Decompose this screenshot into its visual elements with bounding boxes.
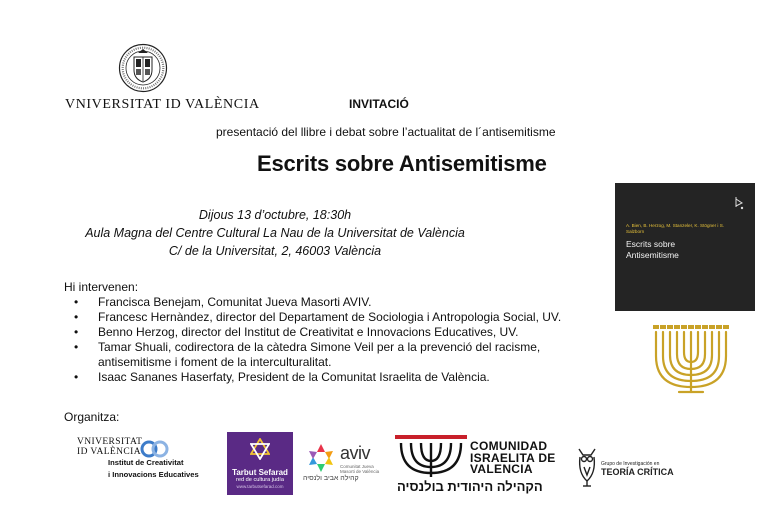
speaker-text: Tamar Shuali, codirectora de la càtedra Simone Veil per a la prevenció del racisme, [98,340,541,354]
speakers-label: Hi intervenen: [64,280,139,294]
institut-line2: i Innovacions Educatives [108,470,199,479]
event-address: C/ de la Universitat, 2, 46003 València [168,244,382,258]
comunidad-line3: VALENCIA [470,462,533,476]
university-name: VNIVERSITAT ID VALÈNCIA [65,97,260,112]
teoria-critica-subtitle: Grupo de Investigación en [601,461,660,467]
comunidad-name [470,441,556,476]
aviv-subtitle-line1: Comunitat Jueva [340,464,374,469]
aviv-subtitle [340,464,379,474]
university-seal-icon [118,43,168,93]
rings-icon [139,440,171,458]
invitation-label: INVITACIÓ [349,97,409,111]
menorah-arc-icon [395,435,467,479]
book-cover-title-line2: Antisemitisme [626,250,679,260]
institut-name [108,457,199,481]
event-subtitle: presentació del llibre i debat sobre l’actualitat de l´antisemitisme [216,125,556,139]
event-details [60,206,490,260]
event-date-time: Dijous 13 d’octubre, 18:30h [198,208,352,222]
uv-logo-top: VNIVERSITAT [77,437,143,447]
book-cover-title-line1: Escrits sobre [626,239,676,249]
aviv-logo [303,440,389,486]
speaker-text-continued: antisemitisme i foment de la interculturalitat. [98,355,332,369]
tarbut-name: Tarbut Sefarad [232,468,288,477]
speaker-item [74,340,561,370]
organizers-label: Organitza: [64,410,120,424]
event-venue: Aula Magna del Centre Cultural La Nau de la Universitat de València [85,226,465,240]
speakers-list [74,295,561,385]
teoria-critica-logo [575,443,685,491]
aviv-name: aviv [340,443,371,463]
institut-line1: Institut de Creativitat [108,458,184,467]
menorah-icon [649,322,733,400]
uv-logo-bottom: ID VALÈNCIA [77,447,141,457]
uv-logo-name [77,437,142,457]
tarbut-subtitle: red de cultura judía [236,477,284,483]
uv-institut-logo [75,437,220,487]
book-cover-image [615,183,755,311]
comunidad-line1: COMUNIDAD [470,439,548,453]
owl-icon [575,445,599,487]
comunidad-line2: ISRAELITA DE [470,450,556,465]
tarbut-url: www.tarbutsefarad.com [236,484,284,489]
publisher-logo-icon [731,195,747,211]
tarbut-sefarad-logo [227,432,293,495]
speaker-item [74,370,561,385]
aviv-star-icon [305,442,337,474]
speaker-item [74,310,561,325]
speaker-text: Francisca Benejam, Comunitat Jueva Masorti AVIV. [98,295,372,309]
speaker-text: Francesc Hernàndez, director del Departament de Sociologia i Antropologia Social, UV. [98,310,562,324]
aviv-hebrew: קהילה אביב ולנסיה [303,475,359,482]
comunidad-israelita-logo [395,435,567,496]
star-of-david-icon [250,438,270,460]
speaker-item [74,295,561,310]
comunidad-hebrew: הקהילה היהודית בולנסיה [397,479,543,494]
book-cover-title [626,239,679,261]
book-title: Escrits sobre Antisemitisme [257,151,547,176]
book-cover-authors: A. Bien, B. Herzog, M. Stanzeler, K. Stögner i S. Salzborn [626,223,725,234]
speaker-item [74,325,561,340]
aviv-subtitle-line2: Masorti de València [340,469,380,474]
speaker-text: Benno Herzog, director del Institut de Creativitat e Innovacions Educatives, UV. [98,325,519,339]
teoria-critica-name: TEORÍA CRÍTICA [601,467,674,477]
speaker-text: Isaac Sananes Haserfaty, President de la Comunitat Israelita de València. [98,370,490,384]
